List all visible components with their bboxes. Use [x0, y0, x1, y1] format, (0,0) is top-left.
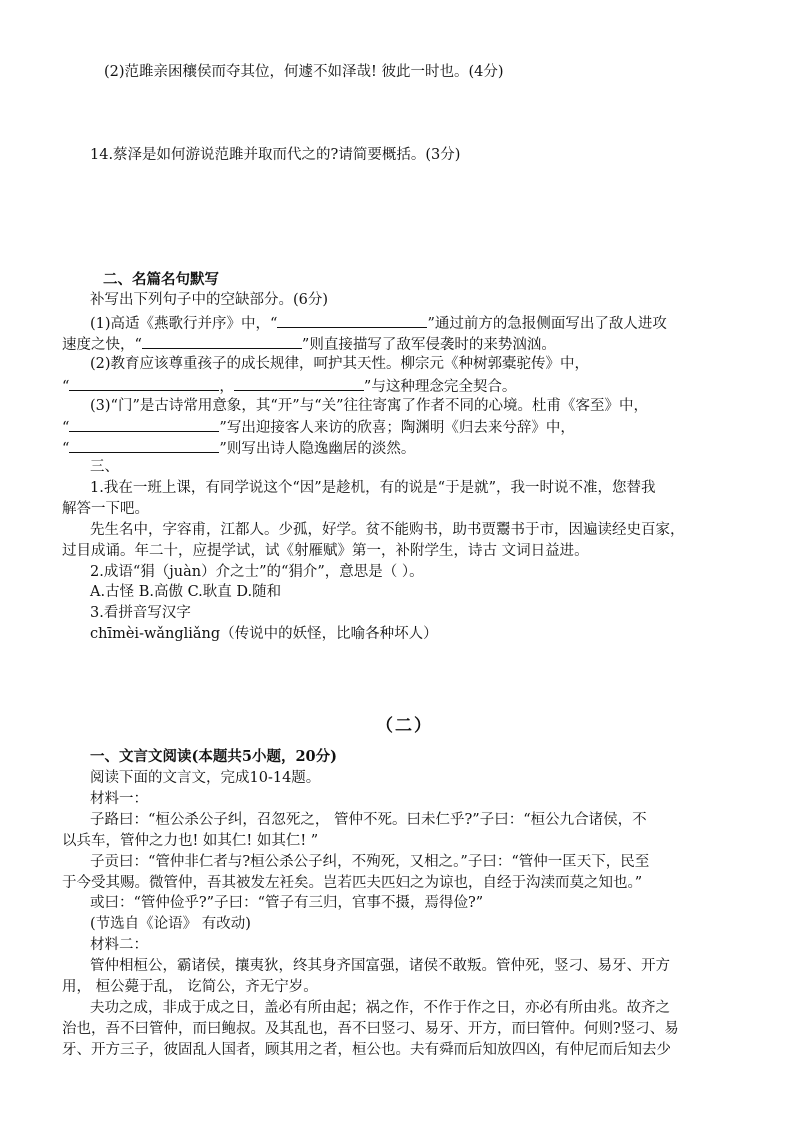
- s3-question-2: 2.成语“狷（juàn）介之士”的“狷介”，意思是（ ）。: [90, 564, 424, 580]
- passage-line-2: 过目成诵。年二十，应提学试，试《射雁赋》第一，补附学生，诗古 文词日益进。: [62, 543, 589, 559]
- material-1-label: 材料一：: [90, 791, 148, 807]
- item3-suffix: ”则写出诗人隐逸幽居的淡然。: [219, 441, 416, 457]
- item1-prefix: (1)高适《燕歌行并序》中，“: [90, 316, 278, 332]
- material-1-line-5: 或曰：“管仲俭乎?”子曰：“管子有三归，官事不摄，焉得俭?”: [90, 895, 484, 911]
- dictation-item-2-line-2: [62, 375, 516, 397]
- answer-blank[interactable]: [234, 375, 364, 391]
- answer-blank[interactable]: [69, 375, 219, 391]
- open-quote: “: [62, 420, 70, 436]
- dictation-item-1-line-1: [90, 312, 667, 334]
- s3-question-3-pinyin: chīmèi-wǎngliǎng（传说中的妖怪，比喻各种坏人）: [90, 626, 438, 642]
- part-2-title: （二）: [376, 716, 433, 736]
- answer-blank[interactable]: [69, 437, 219, 453]
- question-13-2: (2)范雎亲困穰侯而夺其位，何遽不如泽哉! 彼此一时也。(4分): [104, 64, 504, 80]
- section-3-heading: 三、: [90, 459, 119, 475]
- section-2-instruction: 补写出下列句子中的空缺部分。(6分): [90, 292, 329, 308]
- part-2-instruction: 阅读下面的文言文，完成10-14题。: [90, 770, 321, 786]
- item1-line2-suffix: ”则直接描写了敌军侵袭时的来势汹汹。: [301, 337, 556, 353]
- answer-blank[interactable]: [142, 333, 302, 349]
- item1-line2-prefix: 速度之快，“: [62, 337, 142, 353]
- material-2-label: 材料二：: [90, 937, 148, 953]
- answer-blank[interactable]: [69, 416, 219, 432]
- material-2-line-1: 管仲相桓公，霸诸侯，攘夷狄，终其身齐国富强，诸侯不敢叛。管仲死，竖刁、易牙、开方: [90, 958, 670, 974]
- material-1-line-1: 子路曰：“桓公杀公子纠，召忽死之， 管仲不死。曰未仁乎?”子曰：“桓公九合诸侯，不: [90, 812, 647, 828]
- s3-question-1-line-2: 解答一下吧。: [62, 501, 149, 517]
- dictation-item-3-line-2: [62, 416, 575, 438]
- section-2-heading: 二、名篇名句默写: [103, 271, 219, 288]
- dictation-item-1-line-2: [62, 333, 556, 355]
- item2-suffix: ”与这种理念完全契合。: [363, 379, 517, 395]
- s3-question-1-line-1: 1.我在一班上课，有同学说这个“因”是趁机，有的说是“于是就”，我一时说不准，您替我: [90, 480, 656, 496]
- material-1-line-3: 子贡曰：“管仲非仁者与?桓公杀公子纠，不殉死，又相之。”子曰：“管仲一匡天下，民至: [90, 854, 650, 870]
- dictation-item-2-line-1: (2)教育应该尊重孩子的成长规律，呵护其天性。柳宗元《种树郭橐驼传》中，: [90, 356, 590, 372]
- part-2-heading: 一、文言文阅读(本题共5小题，20分): [90, 748, 337, 765]
- dictation-item-3-line-1: (3)“门”是古诗常用意象，其“开”与“关”往往寄寓了作者不同的心境。杜甫《客至》中，: [90, 398, 649, 414]
- material-2-line-3: 夫功之成，非成于成之日，盖必有所由起；祸之作，不作于作之日，亦必有所由兆。故齐之: [90, 1000, 670, 1016]
- s3-question-3: 3.看拼音写汉字: [90, 605, 191, 621]
- question-14: 14.蔡泽是如何游说范雎并取而代之的?请简要概括。(3分): [90, 147, 461, 163]
- material-1-line-4: 于今受其赐。微管仲，吾其被发左衽矣。岂若匹夫匹妇之为谅也，自经于沟渎而莫之知也。”: [62, 875, 643, 891]
- material-2-line-2: 用， 桓公薨于乱， 讫简公，齐无宁岁。: [62, 979, 318, 995]
- material-1-line-2: 以兵车，管仲之力也! 如其仁! 如其仁! ”: [62, 833, 319, 849]
- material-1-source: (节选自《论语》 有改动): [90, 916, 251, 932]
- open-quote: “: [62, 441, 70, 457]
- dictation-item-3-line-3: [62, 437, 415, 459]
- s3-question-2-options: A.古怪 B.高傲 C.耿直 D.随和: [90, 584, 282, 600]
- passage-line-1: 先生名中，字容甫，江都人。少孤，好学。贫不能购书，助书贾鬻书于市，因遍读经史百家，: [90, 522, 685, 538]
- material-2-line-5: 牙、开方三子，彼固乱人国者，顾其用之者，桓公也。夫有舜而后知放四凶，有仲尼而后知去少: [62, 1042, 671, 1058]
- material-2-line-4: 治也，吾不曰管仲，而曰鲍叔。及其乱也，吾不曰竖刁、易牙、开方，而曰管仲。何则?竖刁、易: [62, 1021, 679, 1037]
- open-quote: “: [62, 379, 70, 395]
- comma: ，: [219, 379, 234, 395]
- item3-middle: ”写出迎接客人来访的欣喜；陶渊明《归去来兮辞》中，: [219, 420, 575, 436]
- item1-suffix: ”通过前方的急报侧面写出了敌人进攻: [427, 316, 667, 332]
- answer-blank[interactable]: [277, 312, 427, 328]
